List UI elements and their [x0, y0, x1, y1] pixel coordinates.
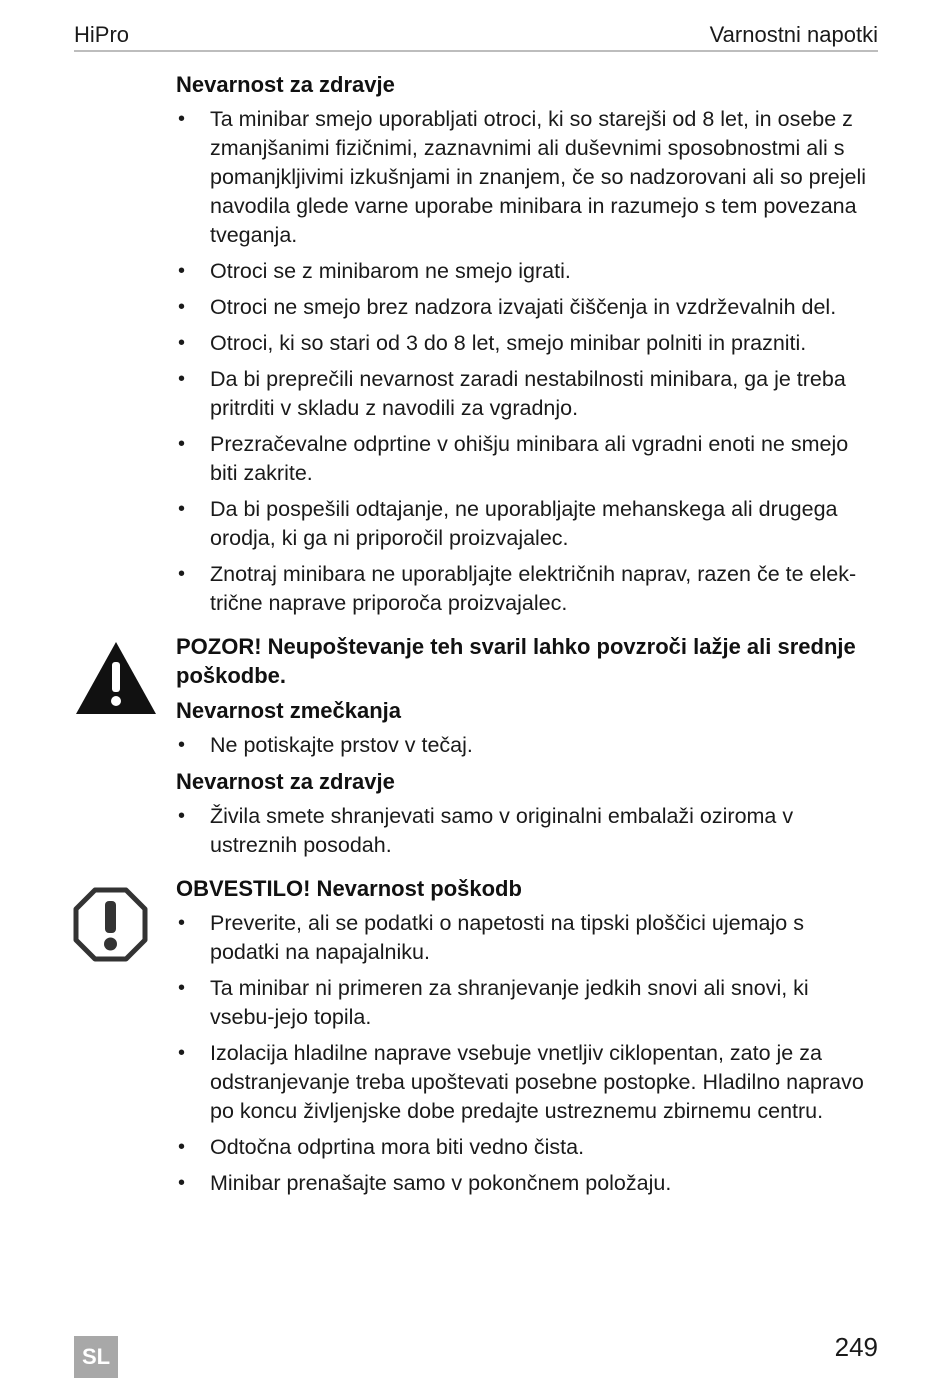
page-number: 249 [834, 1332, 878, 1362]
list-item: • Ne potiskajte prstov v tečaj. [176, 731, 878, 760]
section-health-hazard [176, 70, 878, 618]
notice-octagon-icon [73, 887, 148, 962]
list-item: • Otroci, ki so stari od 3 do 8 let, smejo minibar polniti in prazniti. [176, 329, 878, 358]
main-content [176, 70, 878, 1206]
subsection-heading: Nevarnost za zdravje [176, 769, 395, 794]
list-item: • Ta minibar ni primeren za shranjevanje jedkih snovi ali snovi, ki vsebu-jejo topila. [176, 974, 878, 1032]
list-item: • Da bi preprečili nevarnost zaradi nestabilnosti minibara, ga je treba pritrditi v skladu z navodili za vgradnjo. [176, 365, 878, 423]
section-heading: Nevarnost za zdravje [176, 72, 395, 97]
notice-heading: OBVESTILO! Nevarnost poškodb [176, 876, 522, 901]
list-item: • Ta minibar smejo uporabljati otroci, ki so starejši od 8 let, in osebe z zmanjšanimi fizičnimi, zaznavnimi ali duševnimi sposobnostmi ali s pomanjkljivimi izkušnjami in znanjem, če so nadzorovani ali so prejeli navodila glede varne uporabe minibara in razumejo s tem povezana tveganja. [176, 105, 878, 250]
bullet-list [176, 731, 878, 760]
section-caution [176, 632, 878, 860]
list-item: • Izolacija hladilne naprave vsebuje vnetljiv ciklopentan, zato je za odstranjevanje treba upoštevati posebne postopke. Hladilno napravo po koncu življenjske dobe predajte ustreznemu zbirnemu centru. [176, 1039, 878, 1126]
bullet-list [176, 909, 878, 1198]
list-item: • Živila smete shranjevati samo v originalni embalaži oziroma v ustreznih posodah. [176, 802, 878, 860]
caution-heading: POZOR! Neupoštevanje teh svaril lahko povzroči lažje ali srednje poškodbe. [176, 634, 856, 688]
list-item: • Odtočna odprtina mora biti vedno čista. [176, 1133, 878, 1162]
header-section-title: Varnostni napotki [709, 22, 878, 47]
list-item: • Minibar prenašajte samo v pokončnem položaju. [176, 1169, 878, 1198]
header-brand: HiPro [74, 22, 130, 47]
language-badge: SL [74, 1336, 118, 1378]
list-item: • Da bi pospešili odtajanje, ne uporabljajte mehanskega ali drugega orodja, ki ga ni priporočil proizvajalec. [176, 495, 878, 553]
subsection-heading: Nevarnost zmečkanja [176, 698, 401, 723]
list-item: • Otroci se z minibarom ne smejo igrati. [176, 257, 878, 286]
list-item: • Otroci ne smejo brez nadzora izvajati čiščenja in vzdrževalnih del. [176, 293, 878, 322]
bullet-list [176, 105, 878, 618]
list-item: • Prezračevalne odprtine v ohišju minibara ali vgradni enoti ne smejo biti zakrite. [176, 430, 878, 488]
bullet-list [176, 802, 878, 860]
page-header [74, 18, 878, 52]
list-item: • Preverite, ali se podatki o napetosti na tipski ploščici ujemajo s podatki na napajalniku. [176, 909, 878, 967]
list-item: • Znotraj minibara ne uporabljajte električnih naprav, razen če te elek-trične naprave priporoča proizvajalec. [176, 560, 878, 618]
warning-triangle-icon [74, 640, 158, 716]
section-notice [176, 874, 878, 1198]
